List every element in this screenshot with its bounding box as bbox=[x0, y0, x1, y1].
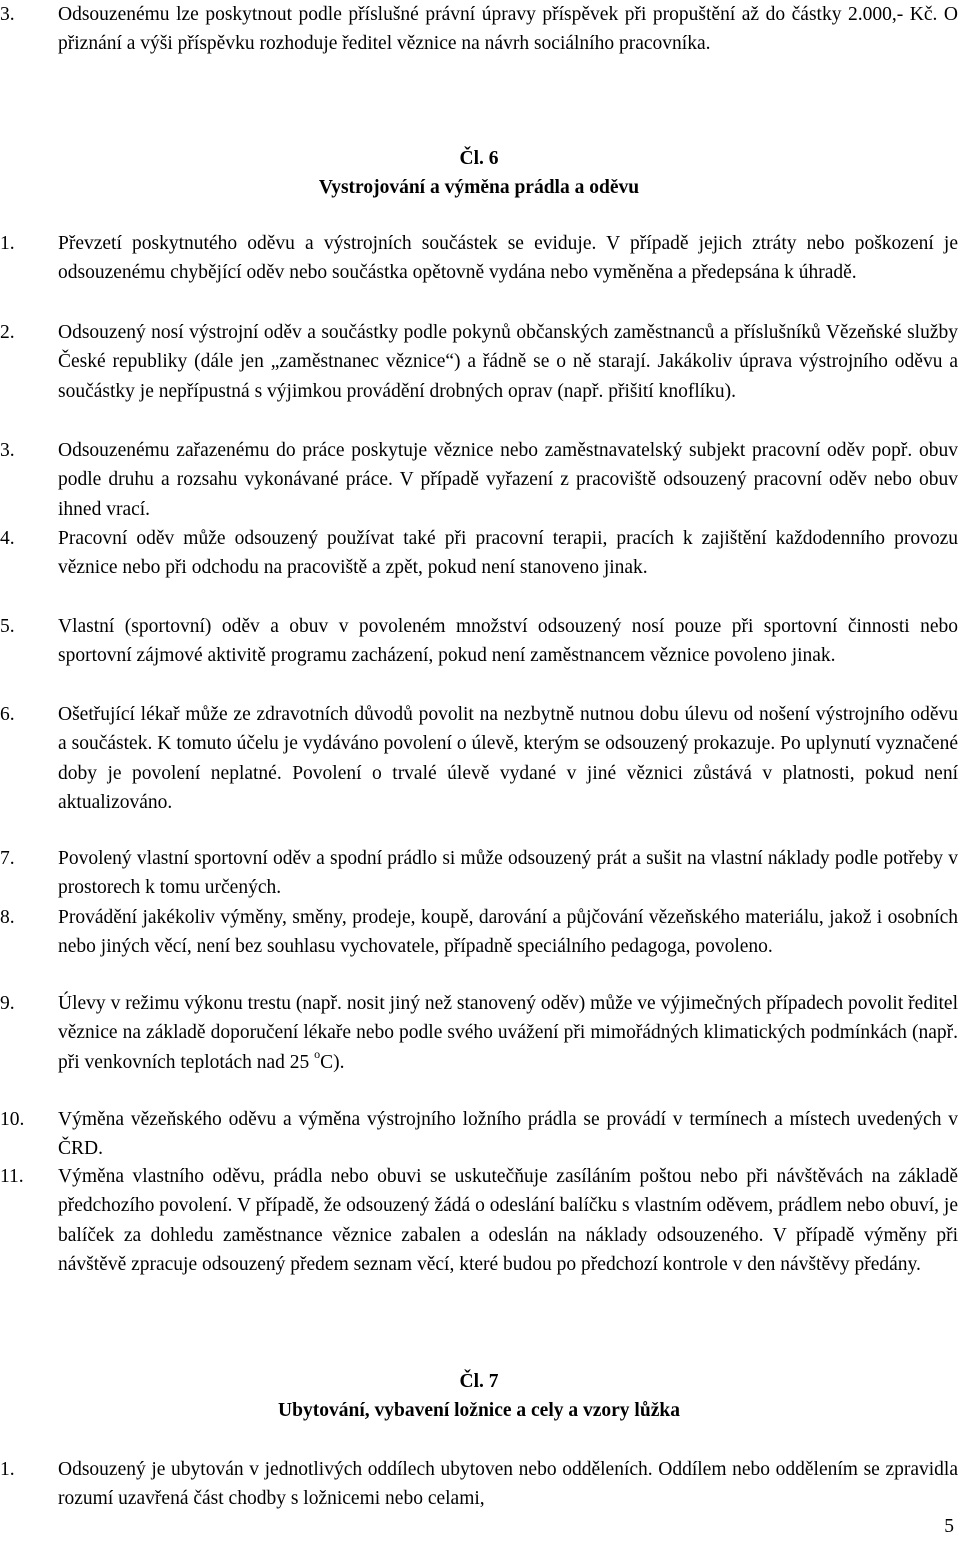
item-number: 3. bbox=[0, 440, 15, 461]
item-number: 9. bbox=[0, 993, 15, 1014]
list-item bbox=[0, 989, 958, 1077]
item-text: Odsouzenému zařazenému do práce poskytuje věznice nebo zaměstnavatelský subjekt pracovní oděv popř. obuv podle druhu a rozsahu vykonávané práce. V případě vyřazení z pracoviště odsouzený pracovní oděv nebo obuv ihned vrací. bbox=[58, 440, 958, 520]
item-number: 5. bbox=[0, 616, 15, 637]
article-title: Vystrojování a výměna prádla a oděvu bbox=[318, 177, 640, 198]
item-number: 6. bbox=[0, 704, 15, 725]
list-item bbox=[0, 612, 958, 671]
item-text: Výměna vězeňského oděvu a výměna výstrojního ložního prádla se provádí v termínech a místech uvedených v ČRD. bbox=[58, 1109, 958, 1160]
list-item bbox=[0, 0, 958, 59]
degree-superscript: o bbox=[314, 1047, 321, 1062]
item-text: Vlastní (sportovní) oděv a obuv v povoleném množství odsouzený nosí pouze při sportovní činnosti nebo sportovní zájmové aktivitě programu zacházení, pokud není zaměstnancem věznice povoleno jinak. bbox=[58, 616, 958, 667]
list-item bbox=[0, 1105, 958, 1164]
list-item bbox=[0, 1162, 958, 1280]
item-number: 3. bbox=[0, 4, 15, 25]
item-text: Odsouzený je ubytován v jednotlivých oddílech ubytoven nebo odděleních. Oddílem nebo oddělením se zpravidla rozumí uzavřená část chodby s ložnicemi nebo celami, bbox=[58, 1459, 958, 1510]
item-number: 11. bbox=[0, 1166, 24, 1187]
article-number: Čl. 7 bbox=[459, 1371, 499, 1392]
list-item bbox=[0, 1455, 958, 1514]
item-text: Odsouzený nosí výstrojní oděv a součástky podle pokynů občanských zaměstnanců a příslušníků Vězeňské služby České republiky (dále jen „zaměstnanec věznice“) a řádně se o ně starají. Jakákoliv úprava výstrojního oděvu a součástky je nepřípustná s výjimkou provádění drobných oprav (např. přišití knoflíku). bbox=[58, 322, 958, 402]
item-number: 1. bbox=[0, 1459, 15, 1480]
item-text: Ošetřující lékař může ze zdravotních důvodů povolit na nezbytně nutnou dobu úlevu od nošení výstrojního oděvu a součástek. K tomuto účelu je vydáváno povolení o úlevě, kterým se odsouzený prokazuje. Po uplynutí vyznačené doby je povolení neplatné. Povolení o trvalé úlevě vydané v jiné věznici zůstává v platnosti, pokud není aktualizováno. bbox=[58, 704, 958, 814]
list-item bbox=[0, 700, 958, 818]
list-item bbox=[0, 318, 958, 406]
item-text-main: Úlevy v režimu výkonu trestu (např. nosit jiný než stanovený oděv) může ve výjimečných případech povolit ředitel věznice na základě doporučení lékaře nebo podle svého uvážení při mimořádných klimatických podmínkách (např. při venkovních teplotách nad 25 bbox=[58, 993, 958, 1073]
item-text: Výměna vlastního oděvu, prádla nebo obuvi se uskutečňuje zasíláním poštou nebo při návštěvách na základě předchozího povolení. V případě, že odsouzený žádá o odeslání balíčku s vlastním oděvem, prádlem nebo obuví, je balíček za dohledu zaměstnance věznice zabalen a odeslán na náklady odsouzeného. V případě výměny při návštěvě zpracuje odsouzený předem seznam věcí, které budou po předchozí kontrole v den návštěvy předány. bbox=[58, 1166, 958, 1276]
list-item bbox=[0, 229, 958, 288]
item-text: Pracovní oděv může odsouzený používat také při pracovní terapii, pracích k zajištění každodenního provozu věznice nebo při odchodu na pracoviště a zpět, pokud není stanoveno jinak. bbox=[58, 528, 958, 579]
item-text bbox=[58, 989, 958, 1077]
page-number: 5 bbox=[944, 1516, 954, 1537]
item-number: 1. bbox=[0, 233, 15, 254]
item-text-end: C). bbox=[320, 1051, 345, 1073]
article-title: Ubytování, vybavení ložnice a cely a vzory lůžka bbox=[278, 1400, 680, 1421]
item-number: 4. bbox=[0, 528, 15, 549]
item-text: Převzetí poskytnutého oděvu a výstrojních součástek se eviduje. V případě jejich ztráty nebo poškození je odsouzenému chybějící oděv nebo součástka opětovně vydána nebo vyměněna a předepsána k úhradě. bbox=[58, 233, 958, 284]
item-text: Provádění jakékoliv výměny, směny, prodeje, koupě, darování a půjčování vězeňského materiálu, jakož i osobních nebo jiných věcí, není bez souhlasu vychovatele, případně speciálního pedagoga, povoleno. bbox=[58, 907, 958, 958]
item-number: 8. bbox=[0, 907, 15, 928]
list-item bbox=[0, 436, 958, 524]
item-text: Povolený vlastní sportovní oděv a spodní prádlo si může odsouzený prát a sušit na vlastní náklady podle potřeby v prostorech k tomu určených. bbox=[58, 848, 958, 899]
item-text: Odsouzenému lze poskytnout podle příslušné právní úpravy příspěvek při propuštění až do částky 2.000,- Kč. O přiznání a výši příspěvku rozhoduje ředitel věznice na návrh sociálního pracovníka. bbox=[58, 4, 958, 55]
item-number: 2. bbox=[0, 322, 15, 343]
list-item bbox=[0, 524, 958, 583]
item-number: 10. bbox=[0, 1109, 25, 1130]
item-number: 7. bbox=[0, 848, 15, 869]
article-number: Čl. 6 bbox=[459, 148, 499, 169]
list-item bbox=[0, 903, 958, 962]
list-item bbox=[0, 844, 958, 903]
